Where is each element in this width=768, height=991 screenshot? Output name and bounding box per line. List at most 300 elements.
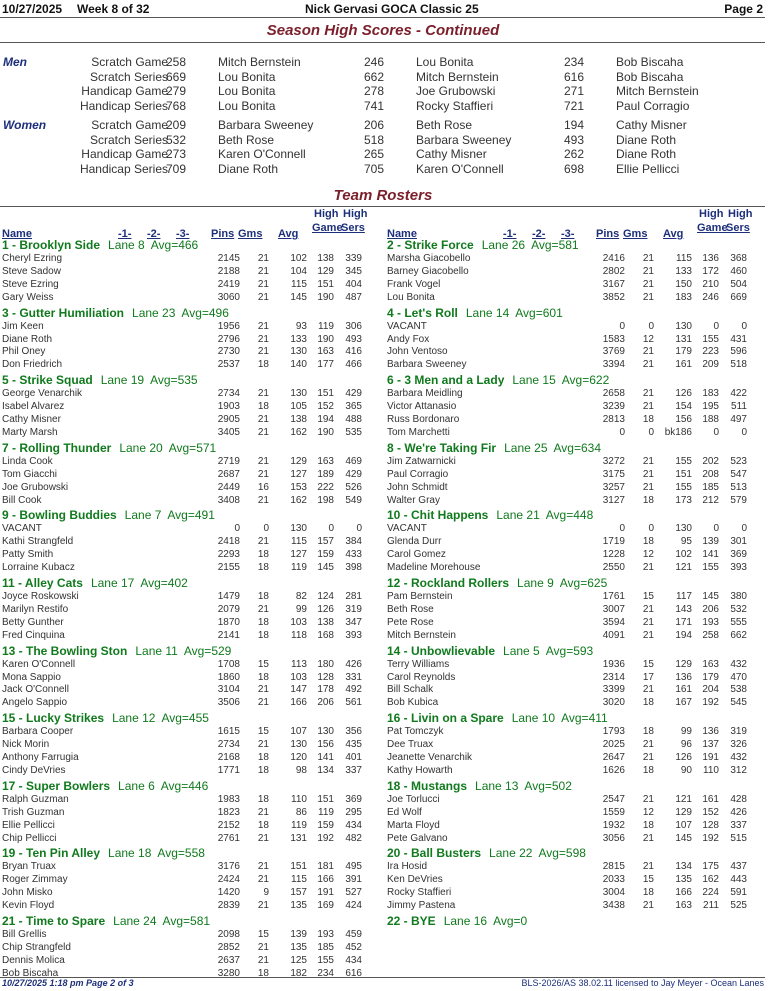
- team-header: [2, 508, 215, 522]
- player-pins: 2547: [602, 793, 625, 805]
- team-name: 16 - Livin on a Spare: [387, 711, 504, 726]
- player-high-series: 422: [730, 388, 747, 400]
- player-row: [385, 765, 768, 778]
- player-pins: 3060: [217, 291, 240, 303]
- score-value: 709: [165, 162, 186, 177]
- player-games: 18: [642, 726, 654, 738]
- player-games: 21: [642, 900, 654, 912]
- player-row: [385, 562, 768, 575]
- player-games: 21: [257, 684, 269, 696]
- player-row: [385, 482, 768, 495]
- team-name: 11 - Alley Cats: [2, 576, 83, 590]
- score-label: Handicap Series: [79, 99, 168, 114]
- player-name: Roger Zimmay: [2, 874, 68, 886]
- player-pins: 1719: [602, 536, 625, 548]
- player-pins: 3257: [602, 481, 625, 493]
- player-games: 21: [257, 253, 269, 264]
- player-high-series: 391: [345, 874, 362, 886]
- player-high-game: 177: [317, 359, 334, 371]
- player-high-series: 306: [345, 320, 362, 332]
- player-row: [385, 292, 768, 305]
- player-average: 113: [291, 658, 307, 670]
- player-average: 138: [290, 414, 307, 425]
- player-high-series: 443: [730, 874, 747, 886]
- player-average: 150: [675, 278, 692, 290]
- player-high-series: 434: [345, 954, 362, 966]
- score-value: 705: [363, 162, 384, 177]
- player-high-series: 482: [345, 832, 362, 844]
- player-games: 18: [642, 764, 654, 776]
- col-game-2: -2-: [532, 228, 546, 240]
- team-average: Avg=558: [157, 846, 205, 861]
- player-games: 12: [642, 333, 654, 345]
- player-high-game: 134: [317, 764, 334, 776]
- player-name: Russ Bordonaro: [387, 414, 460, 425]
- team-name: 15 - Lucky Strikes: [2, 711, 105, 726]
- player-average: 119: [291, 819, 307, 831]
- player-high-game: 188: [702, 414, 719, 425]
- player-high-game: 124: [317, 591, 334, 602]
- team-header: [387, 711, 608, 725]
- player-high-game: 206: [702, 603, 719, 615]
- player-high-series: 426: [345, 658, 362, 670]
- player-high-game: 128: [702, 819, 719, 831]
- player-pins: 1983: [217, 793, 240, 805]
- player-high-series: 518: [730, 359, 747, 371]
- player-games: 21: [257, 414, 269, 425]
- player-name: Barbara Meidling: [387, 388, 463, 400]
- player-name: Rocky Staffieri: [387, 887, 452, 899]
- team-average: Avg=446: [160, 778, 209, 793]
- team-average: Avg=491: [167, 508, 215, 523]
- team-lane: Lane 26: [481, 238, 526, 252]
- player-row: [0, 359, 383, 372]
- player-high-game: 175: [702, 861, 719, 873]
- player-high-series: 466: [345, 359, 362, 371]
- team-average: Avg=593: [545, 643, 594, 658]
- player-average: 127: [290, 549, 307, 561]
- player-average: 99: [295, 603, 307, 615]
- player-games: 21: [642, 455, 654, 467]
- player-average: 136: [675, 671, 692, 683]
- player-row: [0, 672, 383, 685]
- season-rule: [0, 42, 765, 43]
- player-row: [0, 630, 383, 643]
- player-pins: 4091: [602, 629, 625, 641]
- player-high-series: 493: [345, 333, 362, 345]
- player-games: 21: [257, 941, 269, 953]
- player-average: 161: [675, 684, 692, 696]
- player-row: [0, 900, 383, 913]
- player-high-game: 178: [317, 684, 334, 696]
- player-row: [0, 253, 383, 266]
- player-row: [385, 697, 768, 710]
- player-row: [385, 672, 768, 685]
- player-average: 182: [290, 967, 307, 979]
- player-name: Chip Strangfeld: [2, 941, 71, 953]
- player-high-series: 527: [345, 887, 362, 899]
- player-games: 21: [257, 320, 269, 332]
- bowler-name: Diane Roth: [218, 162, 279, 177]
- player-high-game: 138: [317, 616, 334, 628]
- player-high-game: 166: [317, 874, 334, 886]
- player-games: 21: [642, 481, 654, 493]
- player-name: Dee Truax: [387, 739, 434, 751]
- player-high-game: 0: [713, 426, 719, 438]
- roster-column-header: [385, 208, 768, 238]
- team-lane: Lane 18: [108, 846, 152, 861]
- player-average: 127: [290, 468, 307, 480]
- team-lane: Lane 22: [489, 846, 533, 861]
- player-pins: 3127: [602, 494, 625, 506]
- player-high-game: 208: [702, 468, 719, 480]
- player-pins: 2734: [217, 388, 240, 400]
- player-pins: 3167: [602, 278, 625, 290]
- player-row: [0, 388, 383, 401]
- player-games: 21: [257, 697, 269, 709]
- player-high-series: 460: [730, 265, 747, 277]
- team-name: 13 - The Bowling Ston: [2, 643, 128, 658]
- player-pins: 2033: [602, 874, 625, 886]
- player-row: [385, 266, 768, 279]
- player-average: 103: [290, 671, 307, 683]
- player-row: [0, 874, 383, 887]
- high-score-row: [0, 133, 766, 147]
- footer-right: BLS-2026/AS 38.02.11 licensed to Jay Meyer - Ocean Lanes: [521, 978, 764, 988]
- week-label: Week 8 of 32: [77, 2, 150, 16]
- player-high-series: 555: [730, 616, 747, 628]
- player-high-game: 212: [702, 494, 719, 506]
- player-pins: 2155: [217, 562, 240, 574]
- player-games: 21: [642, 401, 654, 413]
- team-lane: Lane 15: [512, 373, 556, 388]
- score-label: Scratch Game: [91, 55, 168, 69]
- player-high-game: 204: [702, 684, 719, 696]
- player-games: 21: [642, 861, 654, 873]
- player-name: Pat Tomczyk: [387, 726, 444, 738]
- player-games: 15: [257, 929, 269, 940]
- player-average: 145: [675, 832, 692, 844]
- player-high-game: 163: [317, 346, 334, 358]
- player-pins: 2098: [217, 929, 240, 940]
- team-name: 21 - Time to Spare: [2, 914, 106, 928]
- score-value: 246: [363, 55, 384, 69]
- player-high-game: 157: [317, 536, 334, 548]
- player-high-series: 525: [730, 900, 747, 912]
- rosters-rule: [0, 206, 765, 207]
- player-row: [385, 794, 768, 807]
- player-row: [0, 807, 383, 820]
- col-game-2: -2-: [147, 228, 161, 240]
- player-row: [385, 684, 768, 697]
- player-name: Cheryl Ezring: [2, 253, 63, 264]
- player-row: [0, 820, 383, 833]
- player-games: 21: [257, 388, 269, 400]
- score-category: Women: [3, 118, 47, 132]
- player-pins: 3769: [602, 346, 625, 358]
- player-high-game: 181: [317, 861, 334, 873]
- player-pins: 3020: [602, 697, 625, 709]
- score-value: 273: [165, 147, 186, 162]
- col-games: Gms: [238, 228, 263, 240]
- bowler-name: Karen O'Connell: [218, 147, 306, 162]
- player-average: 143: [675, 603, 692, 615]
- player-high-game: 163: [317, 455, 334, 467]
- player-row: [0, 726, 383, 739]
- player-row: [0, 659, 383, 672]
- player-pins: 2813: [602, 414, 625, 425]
- col-high-series-top: High: [343, 208, 368, 220]
- bowler-name: Barbara Sweeney: [416, 132, 512, 147]
- player-high-series: 492: [345, 684, 362, 696]
- player-average: 90: [680, 764, 692, 776]
- player-pins: 3280: [217, 967, 240, 979]
- player-games: 21: [642, 562, 654, 574]
- player-games: 21: [642, 346, 654, 358]
- player-high-series: 432: [730, 658, 747, 670]
- col-pins: Pins: [596, 228, 620, 240]
- team-average: Avg=598: [538, 846, 586, 861]
- player-name: Bob Biscaha: [2, 967, 59, 979]
- player-games: 21: [642, 291, 654, 303]
- player-pins: 2719: [217, 455, 240, 467]
- bowler-name: Ellie Pellicci: [616, 162, 680, 177]
- player-high-game: 172: [702, 265, 719, 277]
- player-name: Ken DeVries: [387, 874, 443, 886]
- col-high-series: Sers: [341, 222, 365, 234]
- player-high-game: 168: [317, 629, 334, 641]
- player-average: 129: [290, 455, 307, 467]
- team-lane: Lane 5: [503, 643, 540, 658]
- player-pins: 2637: [217, 954, 240, 966]
- player-high-series: 326: [730, 739, 747, 751]
- player-high-series: 561: [345, 697, 362, 709]
- player-high-game: 145: [702, 591, 719, 602]
- team-average: Avg=466: [150, 238, 199, 252]
- player-high-game: 246: [702, 291, 719, 303]
- player-average: 140: [290, 359, 307, 371]
- player-pins: 1615: [217, 726, 240, 738]
- score-value: 698: [563, 162, 584, 177]
- player-average: 130: [290, 523, 307, 535]
- score-value: 669: [165, 69, 186, 84]
- team-header: [2, 914, 210, 928]
- score-value: 518: [363, 132, 384, 147]
- player-average: bk186: [664, 426, 692, 438]
- player-games: 0: [648, 523, 654, 535]
- player-high-series: 368: [730, 253, 747, 264]
- team-lane: Lane 25: [504, 440, 548, 455]
- player-pins: 1420: [217, 887, 240, 899]
- player-average: 157: [290, 887, 307, 899]
- player-games: 18: [257, 616, 269, 628]
- player-games: 21: [642, 793, 654, 805]
- score-value: 265: [363, 147, 384, 162]
- player-pins: 3408: [217, 494, 240, 506]
- score-value: 206: [363, 118, 384, 132]
- player-pins: 3594: [602, 616, 625, 628]
- player-name: Don Friedrich: [2, 359, 63, 371]
- player-average: 82: [295, 591, 307, 602]
- player-row: [0, 549, 383, 562]
- player-games: 21: [257, 603, 269, 615]
- team-name: 6 - 3 Men and a Lady: [387, 373, 505, 388]
- player-games: 16: [257, 481, 269, 493]
- player-pins: 2730: [217, 346, 240, 358]
- player-high-series: 437: [730, 861, 747, 873]
- team-average: Avg=581: [531, 238, 579, 252]
- player-pins: 2449: [217, 481, 240, 493]
- player-high-game: 195: [702, 401, 719, 413]
- team-lane: Lane 9: [517, 576, 554, 590]
- player-pins: 2168: [217, 752, 240, 763]
- player-row: [385, 739, 768, 752]
- player-high-game: 126: [317, 603, 334, 615]
- team-average: Avg=496: [181, 305, 229, 320]
- player-pins: 2815: [602, 861, 625, 873]
- player-pins: 1559: [602, 806, 625, 818]
- player-pins: 2141: [217, 629, 240, 641]
- score-label: Scratch Game: [91, 118, 168, 132]
- team-header: [2, 306, 229, 320]
- player-high-series: 591: [730, 887, 747, 899]
- player-high-game: 139: [702, 536, 719, 548]
- player-pins: 1771: [217, 764, 240, 776]
- player-average: 86: [295, 806, 307, 818]
- footer-left: 10/27/2025 1:18 pm Page 2 of 3: [2, 978, 134, 988]
- col-pins: Pins: [211, 228, 235, 240]
- player-high-series: 426: [730, 806, 747, 818]
- player-high-game: 155: [317, 954, 334, 966]
- player-name: Chip Pellicci: [2, 832, 57, 844]
- player-pins: 3405: [217, 426, 240, 438]
- player-name: Tom Giacchi: [2, 468, 58, 480]
- player-name: Tom Marchetti: [387, 426, 450, 438]
- player-pins: 1870: [217, 616, 240, 628]
- bowler-name: Cathy Misner: [416, 147, 487, 162]
- player-high-game: 192: [317, 832, 334, 844]
- score-value: 258: [165, 55, 186, 69]
- player-name: Bill Schalk: [387, 684, 434, 696]
- player-games: 0: [263, 523, 269, 535]
- player-games: 18: [257, 549, 269, 561]
- bowler-name: Mitch Bernstein: [616, 84, 699, 99]
- bowler-name: Lou Bonita: [218, 99, 276, 114]
- team-lane: Lane 13: [475, 778, 519, 793]
- player-high-series: 281: [345, 591, 362, 602]
- player-high-game: 151: [317, 793, 334, 805]
- player-name: Steve Ezring: [2, 278, 59, 290]
- team-name: 7 - Rolling Thunder: [2, 440, 112, 455]
- player-games: 21: [642, 278, 654, 290]
- player-name: Steve Sadow: [2, 265, 61, 277]
- player-average: 194: [675, 629, 692, 641]
- player-pins: 3394: [602, 359, 625, 371]
- player-games: 21: [642, 603, 654, 615]
- high-score-row: [0, 147, 766, 161]
- player-games: 12: [642, 806, 654, 818]
- player-pins: 1932: [602, 819, 625, 831]
- team-average: Avg=581: [162, 914, 211, 928]
- player-pins: 1479: [217, 591, 240, 602]
- report-date: 10/27/2025: [2, 2, 63, 16]
- score-label: Scratch Series: [89, 69, 168, 84]
- player-row: [0, 833, 383, 846]
- player-row: [385, 900, 768, 913]
- player-name: Isabel Alvarez: [2, 401, 65, 413]
- team-name: 1 - Brooklyn Side: [2, 238, 101, 252]
- player-average: 139: [290, 929, 307, 940]
- player-high-game: 0: [713, 523, 719, 535]
- player-high-series: 532: [730, 603, 747, 615]
- player-high-game: 155: [702, 562, 719, 574]
- player-row: [385, 279, 768, 292]
- player-pins: 0: [619, 426, 625, 438]
- player-pins: 2687: [217, 468, 240, 480]
- player-row: [385, 253, 768, 266]
- player-pins: 2647: [602, 752, 625, 763]
- player-name: Trish Guzman: [2, 806, 65, 818]
- player-high-game: 130: [317, 726, 334, 738]
- player-high-series: 356: [345, 726, 362, 738]
- player-high-game: 151: [317, 278, 334, 290]
- player-name: John Misko: [2, 887, 53, 899]
- player-name: Andy Fox: [387, 333, 430, 345]
- player-high-game: 162: [702, 874, 719, 886]
- player-high-game: 258: [702, 629, 719, 641]
- player-row: [0, 266, 383, 279]
- player-high-series: 497: [730, 414, 747, 425]
- score-value: 493: [563, 132, 584, 147]
- team-name: 18 - Mustangs: [387, 778, 468, 793]
- player-name: VACANT: [387, 523, 427, 535]
- player-average: 130: [675, 320, 692, 332]
- player-pins: 0: [619, 320, 625, 332]
- player-games: 21: [257, 739, 269, 751]
- player-high-series: 398: [345, 562, 362, 574]
- player-high-game: 191: [702, 752, 719, 763]
- player-name: Linda Cook: [2, 455, 53, 467]
- team-average: Avg=411: [561, 711, 608, 726]
- player-high-series: 452: [345, 941, 362, 953]
- player-games: 18: [257, 967, 269, 979]
- player-games: 21: [642, 629, 654, 641]
- player-games: 0: [648, 320, 654, 332]
- player-name: Marilyn Restifo: [2, 603, 69, 615]
- player-high-game: 234: [317, 967, 334, 979]
- player-high-series: 337: [345, 764, 362, 776]
- player-average: 117: [676, 591, 692, 602]
- player-pins: 0: [619, 523, 625, 535]
- player-average: 135: [675, 874, 692, 886]
- player-average: 162: [290, 494, 307, 506]
- player-row: [385, 495, 768, 508]
- player-row: [0, 887, 383, 900]
- player-average: 155: [675, 481, 692, 493]
- player-games: 15: [642, 874, 654, 886]
- player-row: [385, 388, 768, 401]
- league-title: Nick Gervasi GOCA Classic 25: [305, 2, 479, 16]
- col-game-1: -1-: [118, 228, 132, 240]
- player-row: [385, 861, 768, 874]
- player-high-game: 163: [702, 658, 719, 670]
- player-games: 15: [642, 591, 654, 602]
- team-header: [387, 373, 609, 387]
- player-average: 166: [675, 887, 692, 899]
- player-high-series: 369: [345, 793, 362, 805]
- col-high-game: Game: [697, 222, 728, 234]
- player-high-series: 547: [730, 468, 747, 480]
